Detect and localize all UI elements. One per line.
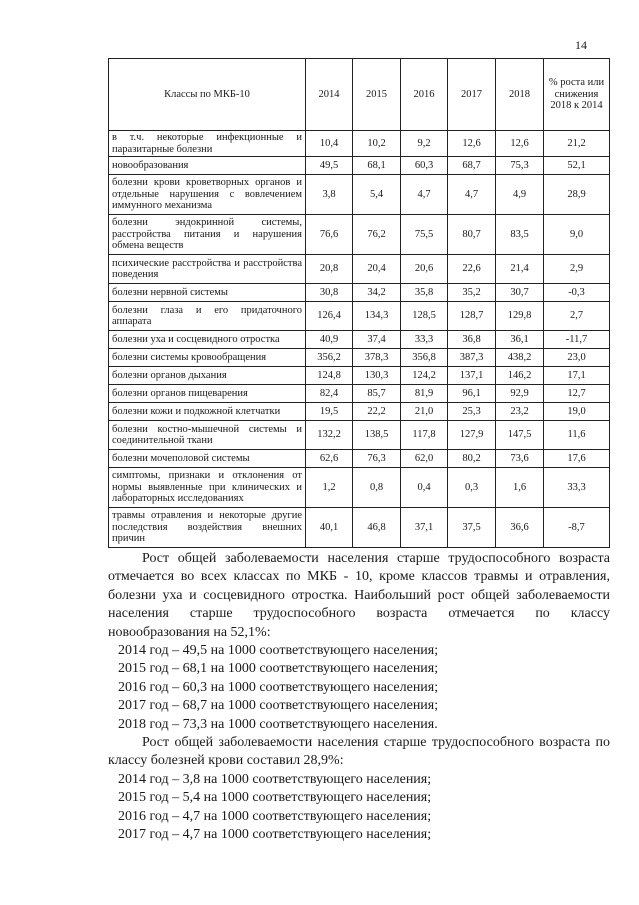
value-cell: 82,4 [306, 385, 353, 403]
value-cell: 12,6 [448, 131, 496, 157]
value-cell: 127,9 [448, 421, 496, 450]
year-line: 2015 год – 5,4 на 1000 соответствующего населения; [118, 790, 432, 806]
year-line: 2016 год – 4,7 на 1000 соответствующего населения; [118, 808, 432, 824]
value-cell: 438,2 [496, 349, 544, 367]
value-cell: 134,3 [353, 302, 401, 331]
class-name-cell: симптомы, признаки и отклонения от нормы выявленные при клинических и лабораторных исследованиях [109, 468, 306, 508]
value-cell: 23,2 [496, 403, 544, 421]
header-class: Классы по МКБ-10 [109, 59, 306, 131]
value-cell: 75,5 [401, 215, 448, 255]
value-cell: 22,6 [448, 255, 496, 284]
page-number: 14 [575, 38, 587, 52]
year-line: 2016 год – 60,3 на 1000 соответствующего населения; [118, 679, 439, 695]
value-cell: 92,9 [496, 385, 544, 403]
growth-cell: 2,7 [544, 302, 610, 331]
growth-cell: 33,3 [544, 468, 610, 508]
table-row [109, 302, 610, 331]
growth-cell: 21,2 [544, 131, 610, 157]
growth-cell: 23,0 [544, 349, 610, 367]
table-row [109, 349, 610, 367]
value-cell: 0,4 [401, 468, 448, 508]
growth-cell: 52,1 [544, 157, 610, 175]
class-name-cell: травмы отравления и некоторые другие последствия воздействия внешних причин [109, 508, 306, 548]
value-cell: 68,7 [448, 157, 496, 175]
value-cell: 21,4 [496, 255, 544, 284]
value-cell: 36,6 [496, 508, 544, 548]
value-cell: 37,4 [353, 331, 401, 349]
class-name-cell: болезни органов пищеварения [109, 385, 306, 403]
year-line: 2014 год – 3,8 на 1000 соответствующего населения; [118, 771, 432, 787]
value-cell: 146,2 [496, 367, 544, 385]
header-growth: % роста или снижения 2018 к 2014 [544, 59, 610, 131]
value-cell: 80,2 [448, 450, 496, 468]
value-cell: 81,9 [401, 385, 448, 403]
value-cell: 46,8 [353, 508, 401, 548]
value-cell: 124,2 [401, 367, 448, 385]
class-name-cell: новообразования [109, 157, 306, 175]
value-cell: 0,8 [353, 468, 401, 508]
value-cell: 34,2 [353, 284, 401, 302]
year-line: 2018 год – 73,3 на 1000 соответствующего населения. [118, 716, 438, 732]
value-cell: 378,3 [353, 349, 401, 367]
value-cell: 25,3 [448, 403, 496, 421]
value-cell: 62,0 [401, 450, 448, 468]
class-name-cell: болезни системы кровообращения [109, 349, 306, 367]
value-cell: 40,9 [306, 331, 353, 349]
value-cell: 117,8 [401, 421, 448, 450]
growth-cell: 2,9 [544, 255, 610, 284]
class-name-cell: болезни эндокринной системы, расстройства питания и нарушения обмена веществ [109, 215, 306, 255]
table-row [109, 215, 610, 255]
value-cell: 9,2 [401, 131, 448, 157]
body-text [108, 550, 610, 845]
value-cell: 129,8 [496, 302, 544, 331]
value-cell: 10,4 [306, 131, 353, 157]
value-cell: 33,3 [401, 331, 448, 349]
value-cell: 37,1 [401, 508, 448, 548]
value-cell: 356,2 [306, 349, 353, 367]
value-cell: 3,8 [306, 175, 353, 215]
growth-cell: 28,9 [544, 175, 610, 215]
year-list [108, 642, 610, 734]
table-row [109, 157, 610, 175]
value-cell: 76,6 [306, 215, 353, 255]
table-row [109, 175, 610, 215]
value-cell: 132,2 [306, 421, 353, 450]
value-cell: 37,5 [448, 508, 496, 548]
growth-cell: -8,7 [544, 508, 610, 548]
value-cell: 5,4 [353, 175, 401, 215]
value-cell: 49,5 [306, 157, 353, 175]
value-cell: 128,7 [448, 302, 496, 331]
value-cell: 124,8 [306, 367, 353, 385]
value-cell: 30,7 [496, 284, 544, 302]
value-cell: 96,1 [448, 385, 496, 403]
table-row [109, 450, 610, 468]
value-cell: 147,5 [496, 421, 544, 450]
header-year-2015: 2015 [353, 59, 401, 131]
table-row [109, 421, 610, 450]
paragraph: Рост общей заболеваемости населения старше трудоспособного возраста отмечается во всех классах по МКБ - 10, кроме классов травмы и отравления, болезни уха и сосцевидного отростка. Наибольший рост общей заболеваемости населения старше трудоспособного возраста отмечается по классу новообразования на 52,1%: [108, 551, 610, 640]
year-line: 2017 год – 68,7 на 1000 соответствующего населения; [118, 698, 439, 714]
value-cell: 80,7 [448, 215, 496, 255]
value-cell: 356,8 [401, 349, 448, 367]
value-cell: 387,3 [448, 349, 496, 367]
class-name-cell: болезни крови кроветворных органов и отдельные нарушения с вовлечением иммунного механизма [109, 175, 306, 215]
value-cell: 4,7 [401, 175, 448, 215]
value-cell: 4,9 [496, 175, 544, 215]
class-name-cell: болезни нервной системы [109, 284, 306, 302]
table-header-row [109, 59, 610, 131]
header-year-2017: 2017 [448, 59, 496, 131]
morbidity-table [108, 58, 610, 548]
header-year-2018: 2018 [496, 59, 544, 131]
class-name-cell: болезни кожи и подкожной клетчатки [109, 403, 306, 421]
table-row [109, 131, 610, 157]
class-name-cell: психические расстройства и расстройства поведения [109, 255, 306, 284]
value-cell: 137,1 [448, 367, 496, 385]
table-row [109, 385, 610, 403]
table-row [109, 468, 610, 508]
value-cell: 35,2 [448, 284, 496, 302]
growth-cell: -0,3 [544, 284, 610, 302]
value-cell: 73,6 [496, 450, 544, 468]
value-cell: 21,0 [401, 403, 448, 421]
value-cell: 30,8 [306, 284, 353, 302]
value-cell: 68,1 [353, 157, 401, 175]
table-row [109, 508, 610, 548]
growth-cell: 17,1 [544, 367, 610, 385]
table-row [109, 255, 610, 284]
value-cell: 20,6 [401, 255, 448, 284]
class-name-cell: болезни глаза и его придаточного аппарата [109, 302, 306, 331]
table-row [109, 331, 610, 349]
value-cell: 20,4 [353, 255, 401, 284]
table-row [109, 367, 610, 385]
class-name-cell: болезни уха и сосцевидного отростка [109, 331, 306, 349]
value-cell: 20,8 [306, 255, 353, 284]
header-year-2014: 2014 [306, 59, 353, 131]
value-cell: 1,6 [496, 468, 544, 508]
growth-cell: 19,0 [544, 403, 610, 421]
value-cell: 1,2 [306, 468, 353, 508]
value-cell: 76,3 [353, 450, 401, 468]
paragraph: Рост общей заболеваемости населения старше трудоспособного возраста по классу болезней крови составил 28,9%: [108, 735, 610, 769]
year-line: 2015 год – 68,1 на 1000 соответствующего населения; [118, 661, 439, 677]
table-row [109, 284, 610, 302]
value-cell: 83,5 [496, 215, 544, 255]
value-cell: 62,6 [306, 450, 353, 468]
growth-cell: -11,7 [544, 331, 610, 349]
value-cell: 126,4 [306, 302, 353, 331]
value-cell: 4,7 [448, 175, 496, 215]
value-cell: 36,1 [496, 331, 544, 349]
value-cell: 85,7 [353, 385, 401, 403]
class-name-cell: в т.ч. некоторые инфекционные и паразитарные болезни [109, 131, 306, 157]
value-cell: 60,3 [401, 157, 448, 175]
value-cell: 0,3 [448, 468, 496, 508]
table-row [109, 403, 610, 421]
value-cell: 75,3 [496, 157, 544, 175]
growth-cell: 11,6 [544, 421, 610, 450]
value-cell: 22,2 [353, 403, 401, 421]
year-line: 2014 год – 49,5 на 1000 соответствующего населения; [118, 643, 439, 659]
value-cell: 128,5 [401, 302, 448, 331]
header-year-2016: 2016 [401, 59, 448, 131]
growth-cell: 12,7 [544, 385, 610, 403]
value-cell: 19,5 [306, 403, 353, 421]
value-cell: 10,2 [353, 131, 401, 157]
growth-cell: 9,0 [544, 215, 610, 255]
value-cell: 76,2 [353, 215, 401, 255]
growth-cell: 17,6 [544, 450, 610, 468]
value-cell: 40,1 [306, 508, 353, 548]
year-line: 2017 год – 4,7 на 1000 соответствующего населения; [118, 827, 432, 843]
value-cell: 130,3 [353, 367, 401, 385]
value-cell: 35,8 [401, 284, 448, 302]
class-name-cell: болезни органов дыхания [109, 367, 306, 385]
value-cell: 36,8 [448, 331, 496, 349]
value-cell: 138,5 [353, 421, 401, 450]
value-cell: 12,6 [496, 131, 544, 157]
class-name-cell: болезни костно-мышечной системы и соединительной ткани [109, 421, 306, 450]
class-name-cell: болезни мочеполовой системы [109, 450, 306, 468]
year-list [108, 771, 610, 845]
